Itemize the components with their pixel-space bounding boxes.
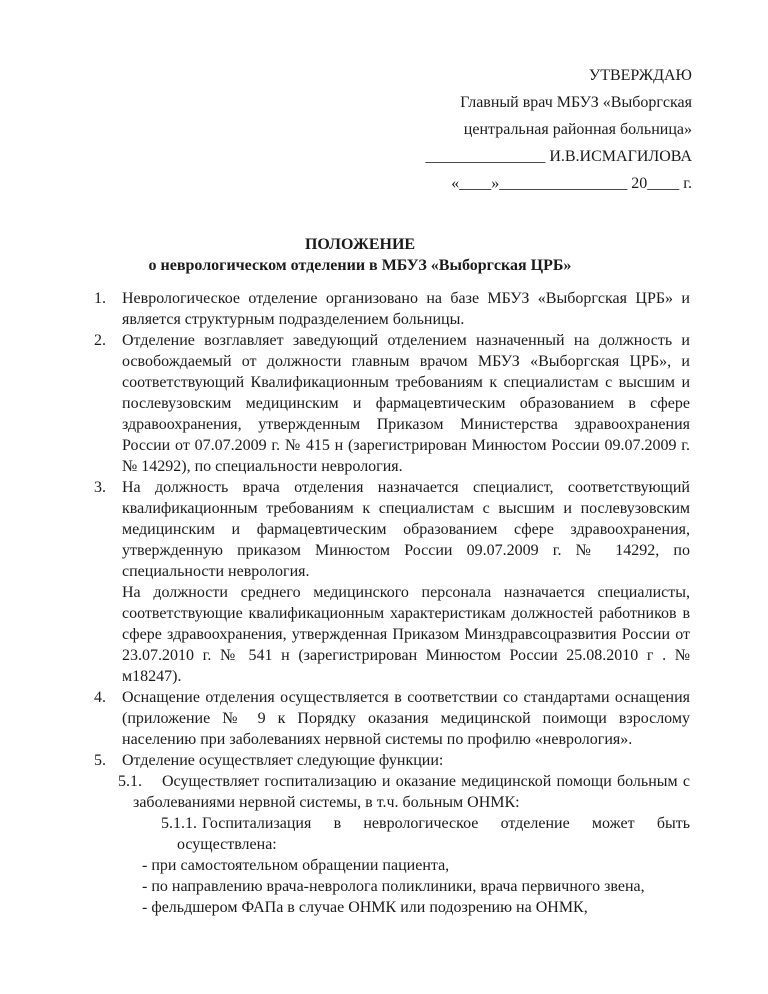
item-number: 3.	[94, 479, 106, 496]
item-number: 5.	[94, 752, 106, 769]
list-item-4	[94, 687, 690, 750]
item-number: 5.1.1.	[161, 815, 197, 832]
list-item-3	[94, 477, 690, 687]
item-text: Отделение осуществляет следующие функции:	[122, 752, 444, 769]
dash-item-3: - фельдшером ФАПа в случае ОНМК или подозрению на ОНМК,	[142, 899, 588, 916]
approval-line-organization: центральная районная больница»	[463, 121, 692, 138]
approval-line-date: «____»________________ 20____ г.	[451, 175, 692, 192]
item-text: Госпитализация в неврологическое отделение может быть осуществлена:	[177, 815, 690, 853]
item-text: На должность врача отделения назначается специалист, соответствующий квалификационным требованиям к специалистам с высшим и послевузовским медицинским и фармацевтическим образованием сфере здравоохранения, утвержденную приказом Минюстом России 09.07.2009 г. № 14292, по специальности неврология.	[122, 479, 690, 580]
item-text: Оснащение отделения осуществляется в соответствии со стандартами оснащения (приложение № 9 к Порядку оказания медицинской поимощи взрослому населению при заболеваниях нервной системы по профилю «неврология».	[122, 689, 690, 748]
list-item-5	[94, 750, 690, 771]
dash-item-1: - при самостоятельном обращении пациента,	[142, 857, 450, 874]
item-number: 5.1.	[118, 773, 142, 790]
approval-line-approve: УТВЕРЖДАЮ	[588, 67, 692, 84]
item-text: Неврологическое отделение организовано на базе МБУЗ «Выборгская ЦРБ» и является структурным подразделением больницы.	[122, 290, 690, 328]
item-text-paragraph-2: На должности среднего медицинского персонала назначается специалисты, соответствующие квалификационным характеристикам должностей работников в сфере здравоохранения, утвержденная Приказом Минздравсоцразвития России от 23.07.2010 г. № 541 н (зарегистрирован Минюстом России 25.08.2010 г . № м18247).	[122, 584, 690, 685]
approval-line-signature: _______________ И.В.ИСМАГИЛОВА	[425, 148, 692, 165]
list-item-2	[94, 330, 690, 477]
item-text: Осуществляет госпитализацию и оказание медицинской помощи больным с заболеваниями нервной системы, в т.ч. больным ОНМК:	[133, 773, 690, 811]
title-line-2: о неврологическом отделении в МБУЗ «Выборгская ЦРБ»	[148, 257, 572, 274]
item-number: 2.	[94, 332, 106, 349]
approval-line-position: Главный врач МБУЗ «Выборгская	[460, 94, 692, 111]
document-title	[94, 234, 626, 276]
list-item-1	[94, 288, 690, 330]
list-item-5-1	[94, 771, 690, 813]
item-number: 1.	[94, 290, 106, 307]
title-line-1: ПОЛОЖЕНИЕ	[304, 236, 416, 253]
dash-item-2: - по направлению врача-невролога поликлиники, врача первичного звена,	[142, 878, 645, 895]
item-number: 4.	[94, 689, 106, 706]
list-item-5-1-1	[94, 813, 690, 855]
document-body	[94, 288, 690, 918]
approval-block	[0, 0, 768, 197]
item-text: Отделение возглавляет заведующий отделением назначенный на должность и освобождаемый от должности главным врачом МБУЗ «Выборгская ЦРБ», и соответствующий Квалификационным требованиям к специалистам с высшим и послевузовским медицинским и фармацевтическим образованием в сфере здравоохранения, утвержденным Приказом Министерства здравоохранения России от 07.07.2009 г. № 415 н (зарегистрирован Минюстом России 09.07.2009 г. № 14292), по специальности неврология.	[122, 332, 690, 475]
